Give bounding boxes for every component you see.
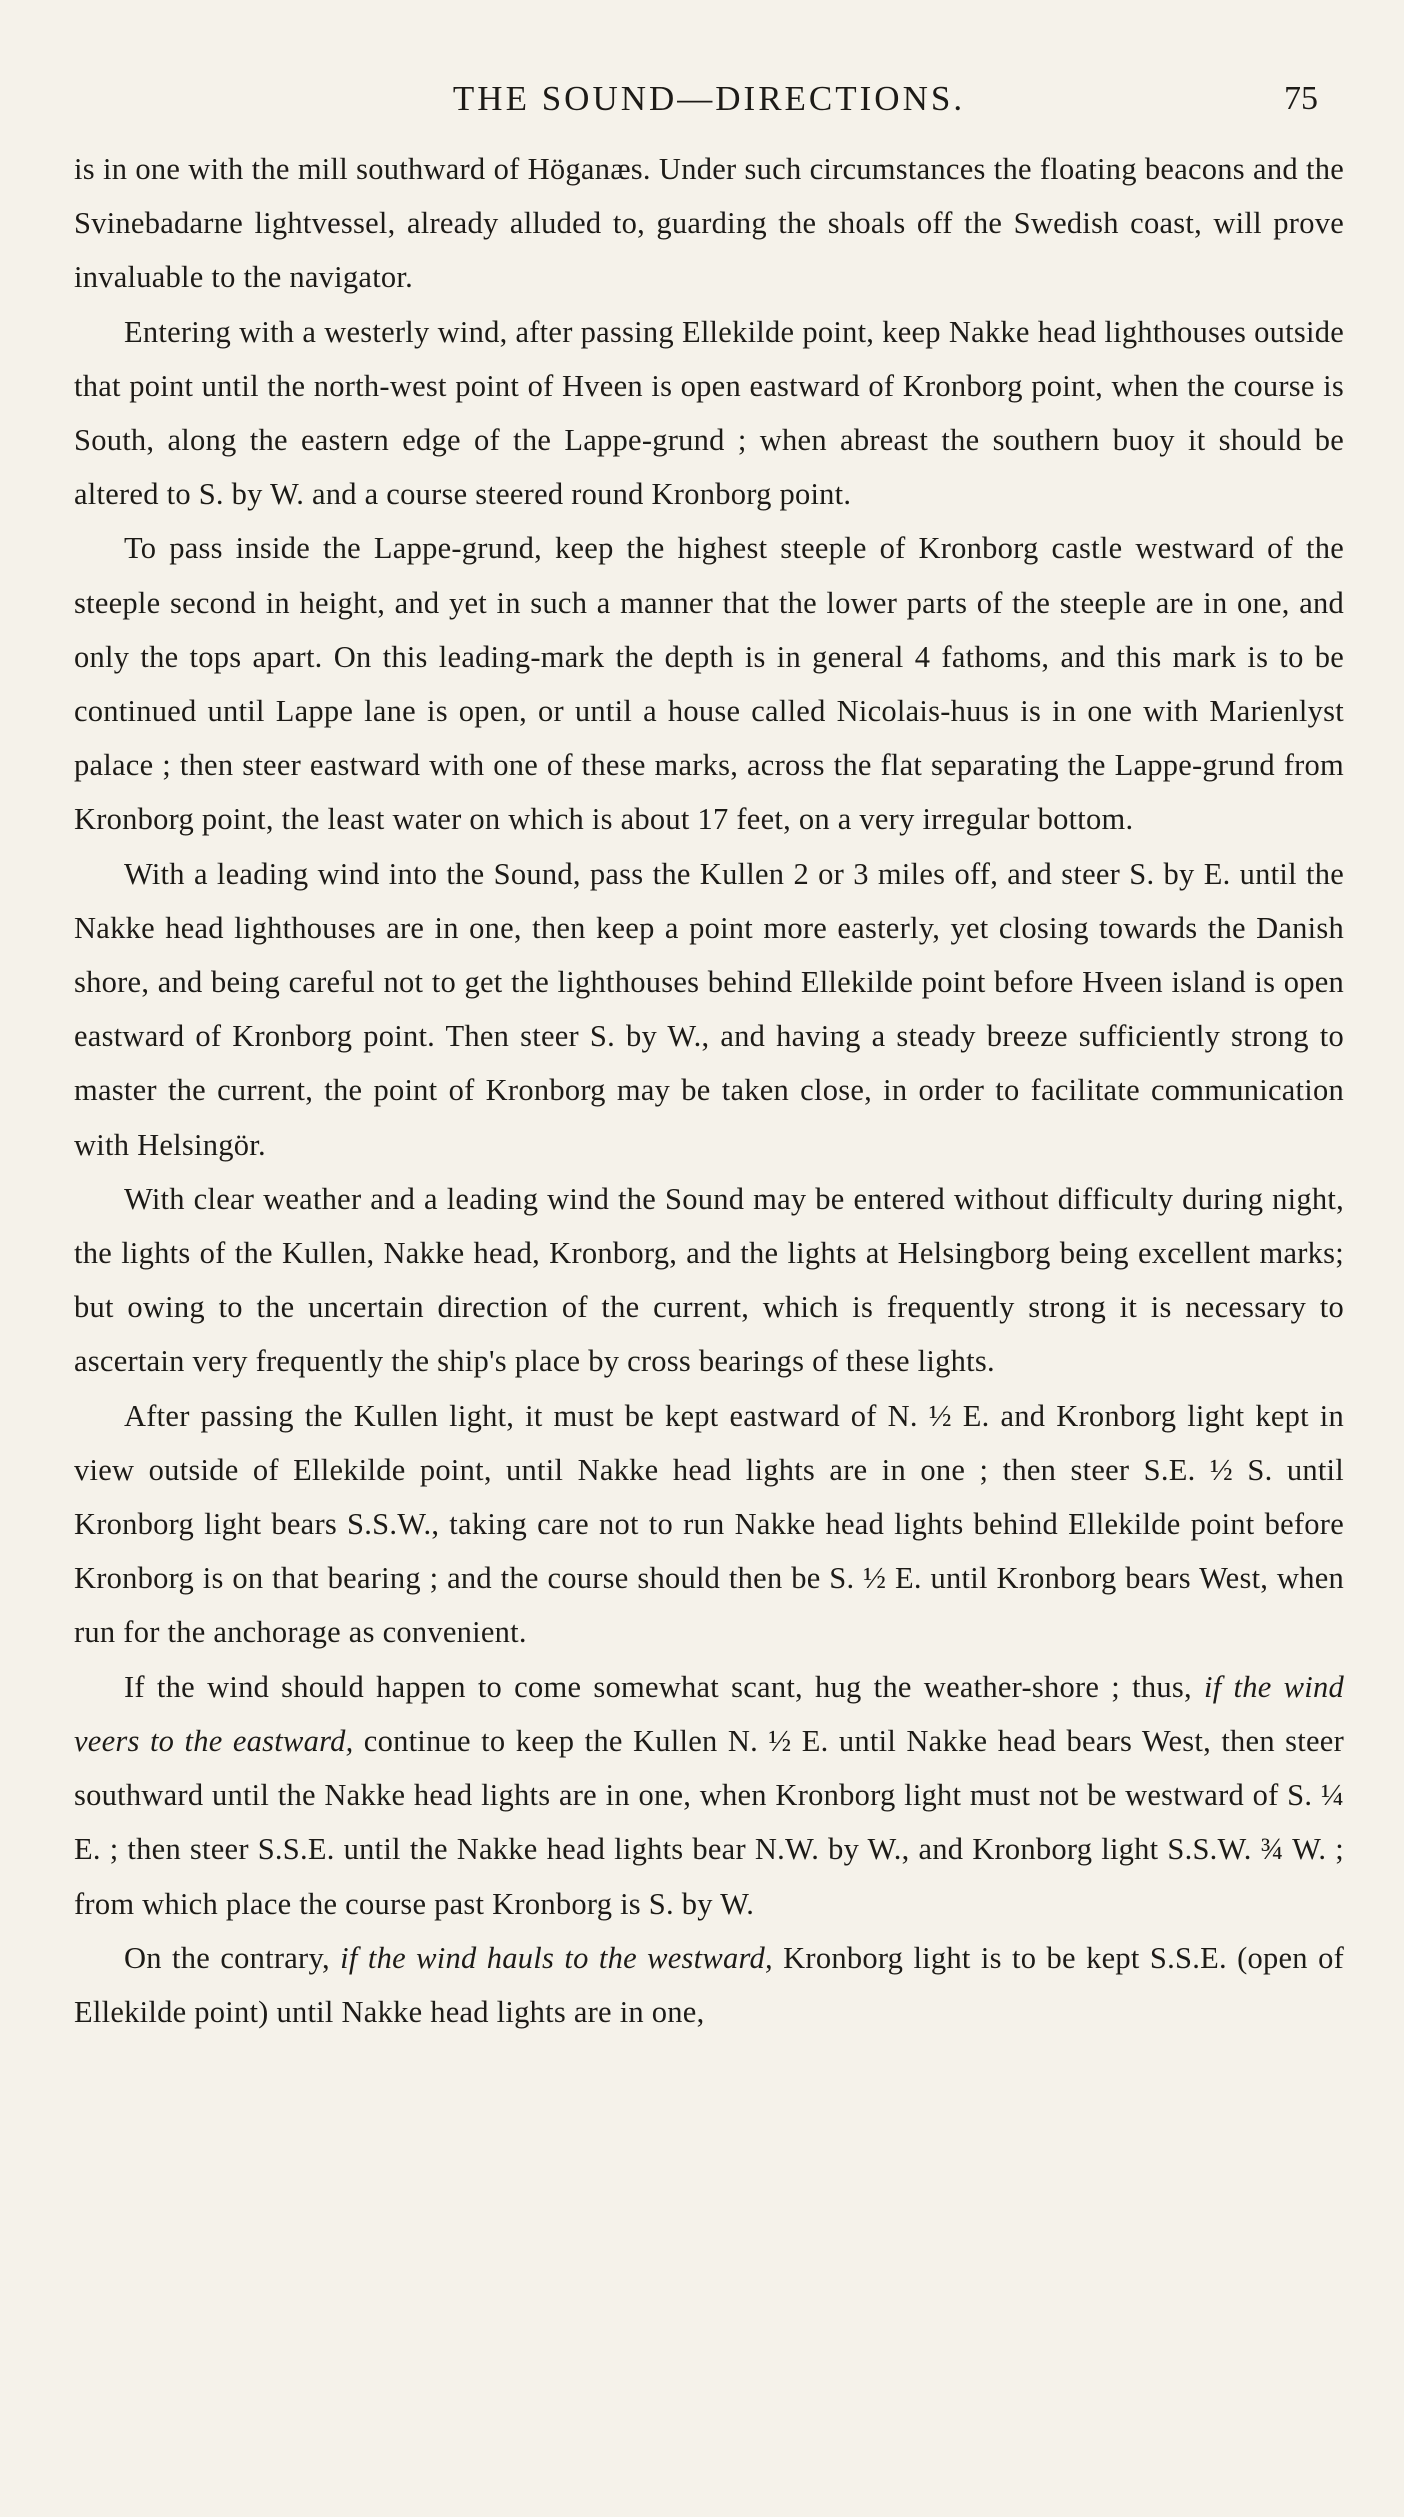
paragraph-text: With a leading wind into the Sound, pass the Kullen 2 or 3 miles off, and steer S. by E. until the Nakke head lighthouses are in one, then keep a point more easterly, yet closing towards the Danish shore, and being careful not to get the lighthouses behind Ellekilde point before Hveen island is open eastward of Kronborg point. Then steer S. by W., and having a steady breeze sufficiently strong to master the current, the point of Kronborg may be taken close, in order to facilitate communication with Helsingör. <box>74 856 1344 1162</box>
paragraph <box>74 1660 1344 1931</box>
paragraph-text: After passing the Kullen light, it must be kept eastward of N. ½ E. and Kronborg light kept in view outside of Ellekilde point, until Nakke head lights are in one ; then steer S.E. ½ S. until Kronborg light bears S.S.W., taking care not to run Nakke head lights behind Ellekilde point before Kronborg is on that bearing ; and the course should then be S. ½ E. until Kronborg bears West, when run for the anchorage as convenient. <box>74 1398 1344 1650</box>
paragraph <box>74 1172 1344 1389</box>
italic-phrase: if the wind veers to the eastward, <box>74 1669 1344 1758</box>
paragraph-text: Kronborg light is to be kept S.S.E. (open of Ellekilde point) until Nakke head lights are in one, <box>74 1940 1344 2029</box>
paragraph-text: Entering with a westerly wind, after passing Ellekilde point, keep Nakke head lighthouses outside that point until the north-west point of Hveen is open eastward of Kronborg point, when the course is South, along the eastern edge of the Lappe-grund ; when abreast the southern buoy it should be altered to S. by W. and a course steered round Kronborg point. <box>74 314 1344 512</box>
running-head <box>74 68 1344 130</box>
paragraph <box>74 1389 1344 1660</box>
paragraph <box>74 847 1344 1172</box>
body-text <box>74 142 1344 2039</box>
paragraph <box>74 142 1344 305</box>
paragraph-text: continue to keep the Kullen N. ½ E. until Nakke head bears West, then steer southward until the Nakke head lights are in one, when Kronborg light must not be westward of S. ¼ E. ; then steer S.S.E. until the Nakke head lights bear N.W. by W., and Kronborg light S.S.W. ¾ W. ; from which place the course past Kronborg is S. by W. <box>74 1723 1344 1921</box>
paragraph-text: is in one with the mill southward of Höganæs. Under such circumstances the floating beacons and the Svinebadarne lightvessel, already alluded to, guarding the shoals off the Swedish coast, will prove invaluable to the navigator. <box>74 152 1344 295</box>
paragraph <box>74 305 1344 522</box>
page-title: THE SOUND—DIRECTIONS. <box>452 79 966 118</box>
page-number: 75 <box>1284 80 1318 117</box>
paragraph <box>74 521 1344 846</box>
paragraph <box>74 1931 1344 2039</box>
paragraph-text: On the contrary, <box>124 1940 341 1975</box>
paragraph-text: If the wind should happen to come somewhat scant, hug the weather-shore ; thus, <box>124 1669 1204 1704</box>
paragraph-text: With clear weather and a leading wind the Sound may be entered without difficulty during night, the lights of the Kullen, Nakke head, Kronborg, and the lights at Helsingborg being excellent marks; but owing to the uncertain direction of the current, which is frequently strong it is necessary to ascertain very frequently the ship's place by cross bearings of these lights. <box>74 1181 1344 1379</box>
paragraph-text: To pass inside the Lappe-grund, keep the highest steeple of Kronborg castle westward of the steeple second in height, and yet in such a manner that the lower parts of the steeple are in one, and only the tops apart. On this leading-mark the depth is in general 4 fathoms, and this mark is to be continued until Lappe lane is open, or until a house called Nicolais-huus is in one with Marienlyst palace ; then steer eastward with one of these marks, across the flat separating the Lappe-grund from Kronborg point, the least water on which is about 17 feet, on a very irregular bottom. <box>74 531 1344 837</box>
italic-phrase: if the wind hauls to the westward, <box>340 1940 773 1975</box>
